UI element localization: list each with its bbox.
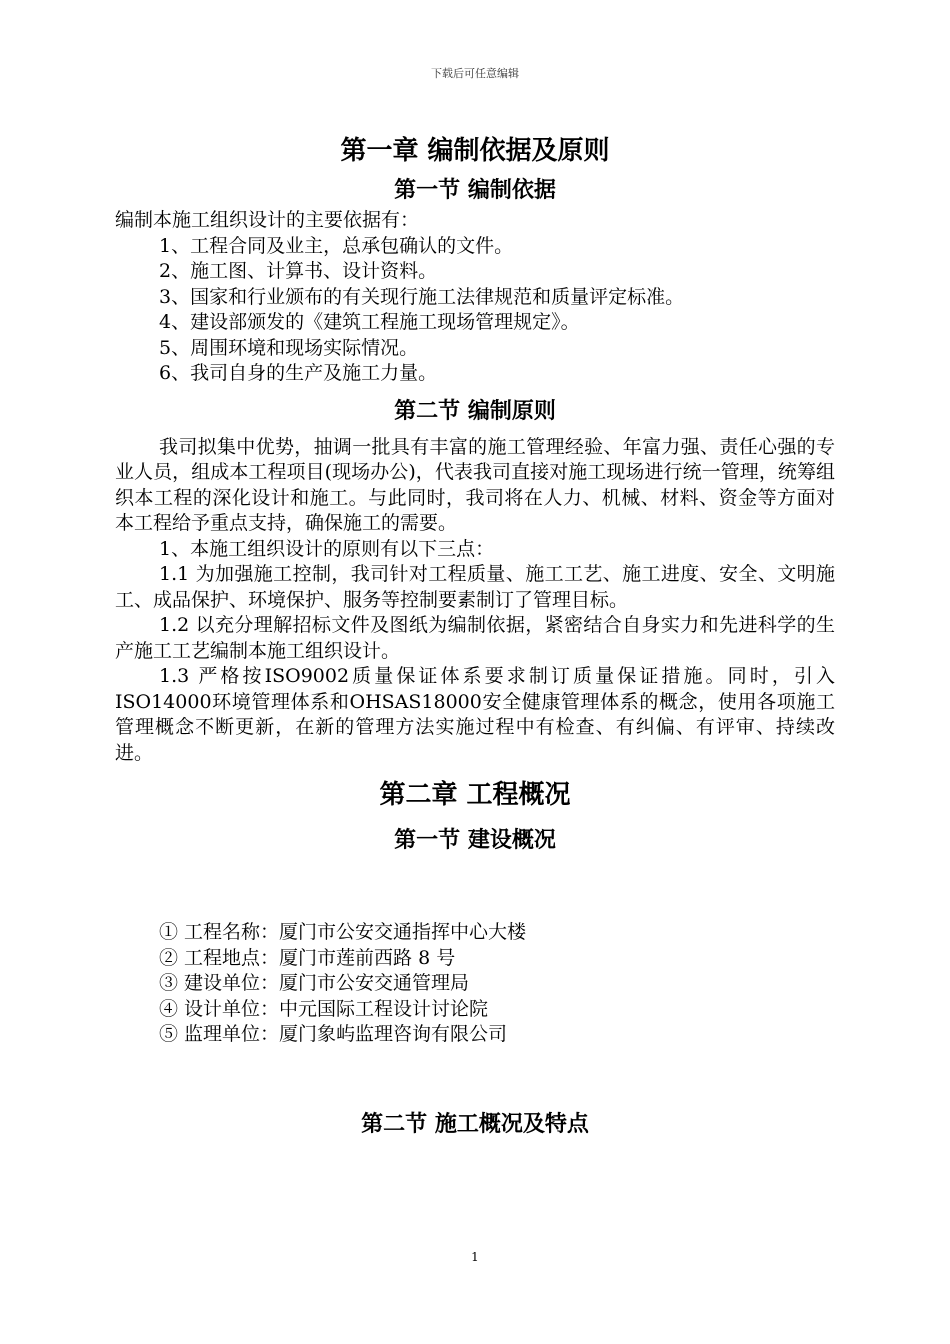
chapter-1-section-2-title: 第二节 编制原则 bbox=[394, 397, 556, 424]
overview-item: ⑤ 监理单位：厦门象屿监理咨询有限公司 bbox=[159, 1023, 508, 1045]
overview-item: ③ 建设单位：厦门市公安交通管理局 bbox=[159, 972, 470, 994]
basis-item: 5、周围环境和现场实际情况。 bbox=[159, 336, 419, 359]
document-body bbox=[115, 130, 835, 1142]
chapter-2-section-1-title: 第一节 建设概况 bbox=[394, 827, 556, 853]
page-header: 下载后可任意编辑 bbox=[431, 67, 519, 80]
overview-item: ② 工程地点：厦门市莲前西路 8 号 bbox=[159, 946, 456, 969]
overview-item: ① 工程名称：厦门市公安交通指挥中心大楼 bbox=[159, 921, 527, 943]
principle-paragraph: 1.2 以充分理解招标文件及图纸为编制依据，紧密结合自身实力和先进科学的生产施工工艺编制本施工组织设计。 bbox=[115, 614, 835, 662]
chapter-1-section-1-title: 第一节 编制依据 bbox=[394, 177, 556, 203]
basis-item: 6、我司自身的生产及施工力量。 bbox=[159, 362, 438, 384]
overview-item: ④ 设计单位：中元国际工程设计讨论院 bbox=[159, 997, 489, 1020]
principle-paragraph: 我司拟集中优势，抽调一批具有丰富的施工管理经验、年富力强、责任心强的专业人员，组成本工程项目(现场办公)，代表我司直接对施工现场进行统一管理，统筹组织本工程的深化设计和施工。与此同时，我司将在人力、机械、材料、资金等方面对本工程给予重点支持，确保施工的需要。 bbox=[115, 435, 835, 534]
chapter-2-title: 第二章 工程概况 bbox=[379, 780, 571, 810]
basis-item: 2、施工图、计算书、设计资料。 bbox=[159, 260, 438, 282]
chapter-2-section-2-title: 第二节 施工概况及特点 bbox=[361, 1110, 589, 1137]
basis-intro: 编制本施工组织设计的主要依据有： bbox=[115, 209, 420, 231]
basis-item: 3、国家和行业颁布的有关现行施工法律规范和质量评定标准。 bbox=[159, 285, 685, 308]
basis-item: 4、建设部颁发的《建筑工程施工现场管理规定》。 bbox=[159, 311, 580, 333]
principle-paragraph: 1.3 严格按ISO9002质量保证体系要求制订质量保证措施。同时，引入ISO14000环境管理体系和OHSAS18000安全健康管理体系的概念，使用各项施工管理概念不断更新，在新的管理方法实施过程中有检查、有纠偏、有评审、持续改进。 bbox=[115, 665, 835, 764]
principle-paragraph: 1、本施工组织设计的原则有以下三点： bbox=[159, 537, 495, 560]
basis-item: 1、工程合同及业主，总承包确认的文件。 bbox=[159, 234, 514, 257]
chapter-1-title: 第一章 编制依据及原则 bbox=[340, 136, 610, 166]
principle-paragraph: 1.1 为加强施工控制，我司针对工程质量、施工工艺、施工进度、安全、文明施工、成品保护、环境保护、服务等控制要素制订了管理目标。 bbox=[115, 563, 835, 611]
page-number: 1 bbox=[471, 1250, 479, 1264]
